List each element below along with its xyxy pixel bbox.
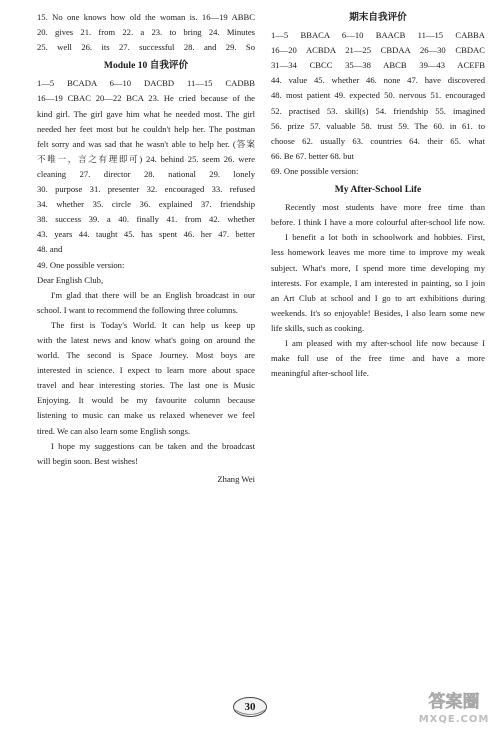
answer-line: 49. One possible version:	[37, 259, 125, 270]
answer-line: 20. gives 21. from 22. a 23. to bring 24. Minutes	[37, 27, 255, 38]
answer-line: 25. well 26. its 27. successful 28. and 29. So	[37, 42, 255, 53]
letter-line: I hope my suggestions can be taken and the broadcast	[51, 440, 255, 451]
page-number-text: 30	[244, 701, 256, 713]
answer-line: 69. One possible version:	[271, 165, 359, 176]
answer-line: 30. purpose 31. presenter 32. encouraged 33. refused	[37, 184, 255, 195]
right-column	[271, 10, 485, 381]
answer-line: kind girl. The girl gave him what he needed most. The girl	[37, 108, 255, 119]
answer-line: 31—34 CBCC 35—38 ABCB 39—43 ACEFB	[271, 60, 485, 71]
answer-line: 66. Be 67. better 68. but	[271, 150, 355, 161]
letter-line: will begin soon. Best wishes!	[37, 455, 138, 466]
essay-line: an Art Club at school and I go to art exhibitions during	[271, 292, 485, 303]
answer-line: 16—20 ACBDA 21—25 CBDAA 26—30 CBDAC	[271, 45, 485, 56]
letter-line: interested in science. I expect to learn more about space	[37, 365, 255, 376]
watermark-logo-icon	[412, 687, 496, 727]
essay-line: before. I think I have a more colourful after-school life now.	[271, 217, 485, 228]
essay-title: My After-School Life	[334, 184, 422, 196]
module-title: Module 10 自我评价	[103, 60, 189, 72]
essay-line: life skills, such as cooking.	[271, 322, 365, 333]
answer-line: 34. whether 35. circle 36. explained 37. friendship	[37, 199, 255, 210]
answer-line: felt sorry and was sad that he wasn't able to help her. (答案	[37, 138, 255, 149]
essay-line: I benefit a lot both in schoolwork and hobbies. First,	[285, 232, 485, 243]
letter-line: travel and hear interesting stories. The last one is Music	[37, 380, 255, 391]
answer-line: choose 62. usually 63. countries 64. their 65. what	[271, 135, 485, 146]
letter-greeting: Dear English Club,	[37, 274, 104, 285]
answer-line: 38. success 39. a 40. finally 41. from 42. whether	[37, 214, 255, 225]
answer-line: 1—5 BBACA 6—10 BAACB 11—15 CABBA	[271, 30, 485, 41]
letter-line: The first is Today's World. It can help us keep up	[51, 319, 255, 330]
answer-line: 48. most patient 49. expected 50. nervous 51. encouraged	[271, 90, 485, 101]
watermark-url: MXQE.COM	[418, 714, 490, 725]
essay-line: Recently most students have more free time than	[285, 202, 485, 213]
answer-line: 15. No one knows how old the woman is. 16—19 ABBC	[37, 12, 255, 22]
letter-line: listening to music can make us relaxed whenever we feel	[37, 410, 255, 421]
signature: Zhang Wei	[217, 473, 255, 484]
letter-line: tired. We can also learn some English songs.	[37, 425, 191, 436]
answer-line: 16—19 CBAC 20—22 BCA 23. He cried because of the	[37, 93, 255, 104]
answer-line: 1—5 BCADA 6—10 DACBD 11—15 CADBB	[37, 78, 255, 89]
letter-line: school. I want to recommend the following three columns.	[37, 304, 238, 315]
letter-line: Enjoying. It would be my favourite column because	[37, 395, 255, 406]
answer-line: 不唯一，言之有理即可) 24. behind 25. seem 26. were	[37, 153, 255, 164]
essay-line: make full use of the free time and have a more	[271, 353, 485, 364]
letter-line: world. The second is Space Journey. Most boys are	[37, 350, 255, 361]
essay-line: weekends. It's so enjoyable! Besides, I also learn some new	[271, 307, 485, 318]
left-column	[37, 10, 255, 487]
essay-line: subject. What's more, I spend more time developing my	[271, 262, 485, 273]
page-number	[232, 696, 268, 718]
answer-line: cleaning 27. director 28. national 29. lonely	[37, 168, 255, 179]
section-title: 期末自我评价	[349, 12, 407, 23]
watermark-text: 答案圈	[428, 692, 480, 712]
answer-line: needed her feet most but he couldn't help her. The postman	[37, 123, 255, 134]
essay-line: I am pleased with my after-school life now because I	[285, 337, 485, 348]
essay-line: interests. For example, I am interested in painting, so I join	[271, 277, 485, 288]
answer-line: 52. practised 53. skill(s) 54. friendship 55. imagined	[271, 105, 485, 116]
essay-line: meaningful after-school life.	[271, 368, 369, 379]
answer-line: 56. prize 57. valuable 58. trust 59. The 60. in 61. to	[271, 120, 485, 131]
answer-line: 43. years 44. taught 45. has spent 46. her 47. better	[37, 229, 255, 240]
answer-line: 44. value 45. whether 46. none 47. have discovered	[271, 75, 485, 86]
letter-line: I'm glad that there will be an English broadcast in our	[51, 289, 255, 300]
essay-line: less homework leaves me more time to improve my weak	[271, 247, 485, 258]
answer-line: 48. and	[37, 244, 63, 255]
letter-line: with the latest news and know what's going on around the	[37, 334, 255, 345]
